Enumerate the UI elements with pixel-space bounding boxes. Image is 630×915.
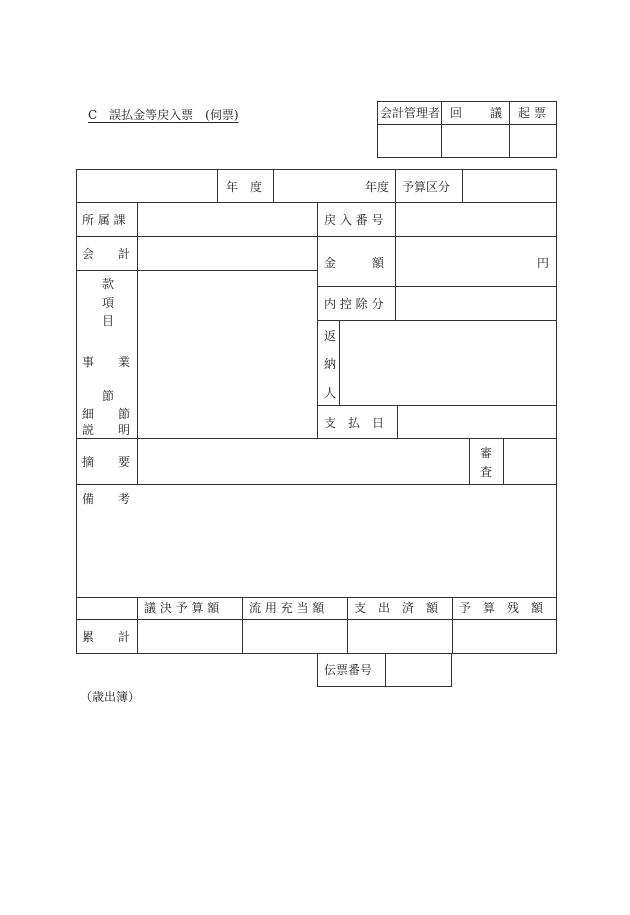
remarks-input[interactable] — [77, 508, 556, 596]
deduction-label: 内 控 除 分 — [324, 297, 384, 311]
approval-label-accountant: 会計管理者 — [380, 106, 441, 120]
nendo-input[interactable] — [274, 170, 360, 201]
moku-label: 目 — [102, 314, 115, 328]
refund-number-label: 戻 入 番 号 — [324, 213, 384, 227]
voucher-number-label: 伝票番号 — [324, 663, 373, 677]
nendo-label: 年 度 — [226, 180, 263, 194]
accounting-label: 会 計 — [82, 247, 131, 261]
accounting-input[interactable] — [138, 237, 316, 269]
approval-cell-accountant[interactable] — [378, 125, 440, 157]
payer-input[interactable] — [340, 321, 556, 404]
amount-input[interactable] — [396, 237, 526, 285]
cumulative-expended-input[interactable] — [348, 620, 451, 653]
sub-item-label: 細 節 — [82, 407, 131, 421]
yen-unit: 円 — [537, 256, 550, 270]
approval-label-kai: 回 — [450, 106, 463, 120]
review-label-2: 査 — [480, 465, 493, 479]
payer-label-2: 納 — [324, 357, 337, 371]
kan-label: 款 — [102, 277, 115, 291]
payment-date-input[interactable] — [398, 406, 556, 437]
project-label: 事 業 — [82, 355, 131, 369]
review-input[interactable] — [504, 439, 556, 483]
cumulative-balance-input[interactable] — [453, 620, 556, 653]
summary-input[interactable] — [138, 439, 468, 483]
cumulative-transfer-input[interactable] — [243, 620, 346, 653]
review-label-1: 審 — [480, 446, 493, 460]
nendo-suffix-label: 年度 — [365, 180, 390, 194]
deduction-input[interactable] — [396, 287, 556, 319]
setsu-label: 節 — [102, 389, 115, 403]
remarks-label: 備 考 — [82, 492, 131, 506]
cumulative-label: 累 計 — [82, 630, 131, 644]
amount-label: 金 額 — [324, 256, 385, 270]
description-label: 説 明 — [82, 423, 131, 437]
refund-number-input[interactable] — [396, 203, 556, 235]
kou-label: 項 — [102, 296, 115, 310]
voucher-number-input[interactable] — [386, 654, 451, 686]
cumulative-approved-input[interactable] — [138, 620, 241, 653]
budget-balance-header: 予 算 残 額 — [459, 601, 544, 615]
approval-cell-kihyo[interactable] — [510, 125, 556, 157]
budget-items-input[interactable] — [138, 271, 316, 437]
expended-amount-header: 支 出 済 額 — [354, 601, 439, 615]
department-input[interactable] — [138, 203, 316, 235]
footer-note: （歳出簿） — [80, 690, 141, 704]
payment-date-label: 支 払 日 — [324, 416, 385, 430]
approval-label-gi: 議 — [490, 106, 503, 120]
approved-budget-header: 議 決 予 算 額 — [144, 601, 220, 615]
transfer-amount-header: 流 用 充 当 額 — [249, 601, 325, 615]
payer-label-1: 返 — [324, 329, 337, 343]
payer-label-3: 人 — [324, 386, 337, 400]
summary-label: 摘 要 — [82, 455, 131, 469]
department-label: 所 属 課 — [82, 213, 126, 227]
budget-category-input[interactable] — [463, 170, 556, 201]
form-title: C 誤払金等戻入票 (伺票) — [88, 108, 239, 122]
budget-category-label: 予算区分 — [402, 180, 451, 194]
approval-cell-kaigi[interactable] — [442, 125, 508, 157]
approval-label-kihyo: 起 票 — [518, 106, 546, 120]
